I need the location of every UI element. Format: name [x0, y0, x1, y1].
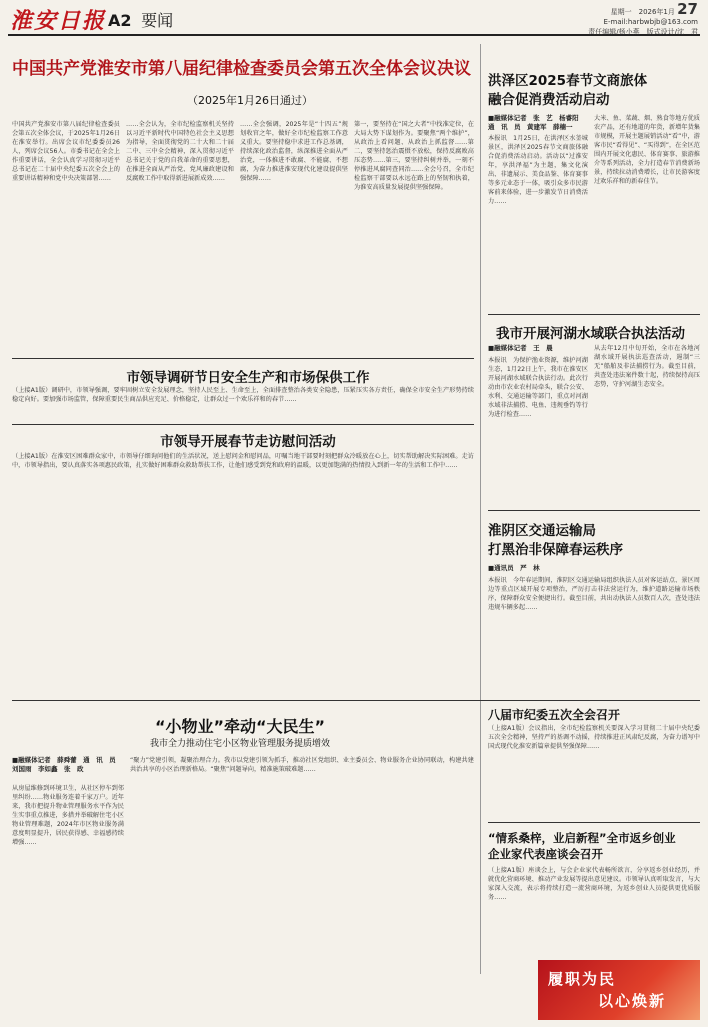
contact-email[interactable]: E-mail:harbwbjb@163.com — [603, 18, 698, 26]
rural-headline[interactable] — [488, 72, 698, 110]
lead-headline[interactable]: 中国共产党淮安市第八届纪律检查委员会第五次全体会议决议 — [12, 59, 471, 79]
section-rule — [488, 822, 700, 823]
congress-body: （上接A1版）会议指出，全市纪检监察机关要深入学习贯彻二十届中央纪委五次全会精神，坚持严的基调不动摇，持续推进正风肃纪反腐，为奋力谱写中国式现代化淮安新篇章提供坚强保障…… — [488, 725, 700, 750]
safety-headline[interactable]: 市领导调研节日安全生产和市场保供工作 — [126, 370, 370, 386]
river-body-1: 本报讯 为保护渔业资源，维护河湖生态，1月22日上午，我市在淮安区开展河湖水域联合执法行动。此次行动由市农业农村局牵头，联合公安、水利、交通运输等部门，重点对河湖水域非法捕捞、电鱼、违规垂钓等行为进行检查…… — [488, 357, 588, 418]
business-headline-line1: “情系桑梓，业启新程”全市返乡创业 — [488, 831, 676, 845]
community-byline: ■融媒体记者 薛舜蕾 通 讯 员 刘国雨 李如鑫 张 政 — [12, 756, 123, 773]
lead-column-4: 第一，要坚持在“国之大者”中找准定位，在大局大势下谋划作为。要聚焦“两个维护”，从政治上看问题、从政治上抓监督……第二，要坚持惩治震慑不放松，保持反腐败高压态势……第三，要坚持纠树并举，一刻不停推进风腐同查同治……全会号召，全市纪检监察干部要以永远在路上的坚韧和执着，为淮安高质量发展提供坚强保障。 — [354, 121, 474, 191]
river-headline[interactable]: 我市开展河湖水域联合执法活动 — [496, 326, 685, 342]
campaign-banner[interactable] — [538, 960, 700, 1020]
section-rule — [12, 424, 474, 425]
business-headline[interactable] — [488, 830, 700, 862]
editor-credits: 责任编辑/杨小燕 版式设计/沈 君 — [588, 28, 698, 36]
transit-headline-line2: 打黑治非保障春运秩序 — [488, 542, 623, 558]
newspaper-logo[interactable]: 淮安日报 — [10, 8, 107, 34]
section-rule — [12, 358, 474, 359]
masthead — [8, 2, 700, 36]
transit-headline-line1: 淮阴区交通运输局 — [488, 523, 596, 539]
section-rule — [488, 314, 700, 315]
business-headline-line2: 企业家代表座谈会召开 — [488, 847, 603, 861]
section-name: 要闻 — [141, 11, 174, 30]
lead-column-3: ……全会强调，2025年是“十四五”规划收官之年，做好全市纪检监察工作意义重大。要坚持稳中求进工作总基调，持续深化政治监督，纵深推进全面从严治党，一体推进不敢腐、不能腐、不想腐，为奋力推进淮安现代化建设提供坚强保障…… — [240, 121, 348, 182]
river-body-2: 从去年12月中旬开始，全市在各地河湖水域开展执法巡查活动，遏制“三无”船舶及非法捕捞行为。截至目前，共查处违法案件数十起，持续保持高压态势，守护河湖生态安全。 — [594, 345, 700, 388]
community-body-2: “聚力”党建引领，凝聚治理合力。我市以党建引领为抓手，推动社区党组织、业主委员会、物业服务企业协同联动，构建共建共治共享的小区治理新格局。“聚焦”问题导向，精准施策破难题…… — [130, 757, 474, 773]
festival-headline[interactable]: 市领导开展春节走访慰问活动 — [160, 434, 336, 450]
rural-headline-line2: 融合促消费活动启动 — [488, 92, 610, 108]
issue-date: 星期一 2026年1月 — [610, 8, 675, 16]
rural-headline-line1: 洪泽区2025春节文商旅体 — [488, 73, 648, 89]
section-rule — [488, 510, 700, 511]
banner-line2: 以心焕新 — [598, 992, 667, 1010]
community-subtitle: 我市全力推动住宅小区物业管理服务提质增效 — [149, 739, 330, 749]
column-divider — [480, 44, 481, 974]
lead-column-2: ……全会认为，全市纪检监察机关坚持以习近平新时代中国特色社会主义思想为指导，全面贯彻党的二十大和二十届二中、三中全会精神，深入贯彻习近平总书记关于党的自我革命的重要思想，在推进全面从严治党、党风廉政建设和反腐败工作中取得新进展新成效…… — [126, 121, 234, 182]
page-code: A2 — [108, 11, 132, 30]
page-edition — [108, 8, 173, 31]
lead-column-1: 中国共产党淮安市第八届纪律检查委员会第五次全体会议，于2025年1月26日在淮安举行。出席会议市纪委委员26人，列席会议56人。市委书记在全会上作重要讲话，全会认真学习贯彻习近平总书记在二十届中央纪委五次全会上的重要讲话精神和党中央决策部署…… — [12, 121, 120, 182]
community-body-1: 从房屋维修到环境卫生，从社区停车到邻里纠纷……物业服务连着千家万户。近年来，我市把提升物业管理服务水平作为民生实事重点推进，多措并举破解住宅小区物业管理难题，2024年市区物业服务满意度明显提升，居民获得感、幸福感持续增强…… — [12, 785, 124, 846]
rural-body-2: 大米、鱼、菜蔬、烟、熟食等地方优质农产品，还有地道的年货，新增年货集市规模，开展主题展销活动“看”中，游客市民“看得见”、“买得到”，在全区范围内开展文化惠民、体育赛事、旅游推介等系列活动，全力打造春节消费新场景，持续拉动消费增长，让市民游客度过欢乐祥和的新春佳节。 — [594, 115, 700, 185]
festival-body: （上接A1版）在淮安区困难群众家中，市领导仔细询问他们的生活状况，送上慰问金和慰问品，叮嘱当地干部要时刻把群众冷暖放在心上，切实帮助解决实际困难。走访中，市领导指出，要认真落实各项惠民政策，扎实做好困难群众救助帮扶工作，让他们感受到党和政府的温暖，以更加饱满的热情投入到新一年的生活和工作中…… — [12, 453, 474, 469]
congress-headline[interactable]: 八届市纪委五次全会召开 — [488, 708, 621, 722]
business-body: （上接A1版）座谈会上，与会企业家代表畅所欲言，分享返乡创业经历，并就优化营商环境、推动产业发展等提出意见建议。市领导认真听取发言，与大家深入交流，表示将持续打造一流营商环境，为返乡创业人员提供更优质服务…… — [488, 867, 700, 901]
safety-body: （上接A1版）调研中，市领导强调，要牢固树立安全发展理念，坚持人民至上、生命至上，全面排查整治各类安全隐患，压紧压实各方责任，确保全市安全生产形势持续稳定向好。要加强市场监管，保障重要民生商品供应充足、价格稳定，让群众过一个欢乐祥和的春节…… — [12, 387, 474, 403]
transit-body: 本报讯 今年春运期间，淮阴区交通运输局组织执法人员对客运站点、景区周边等重点区域开展专项整治，严厉打击非法营运行为，维护道路运输市场秩序，保障群众安全便捷出行。截至目前，共出动执法人员数百人次，查处违法违规车辆多起…… — [488, 577, 700, 611]
page-number: 27 — [677, 0, 698, 18]
community-headline[interactable]: “小物业”牵动“大民生” — [154, 717, 326, 736]
transit-byline: ■通讯员 严 林 — [488, 564, 540, 572]
dateline — [588, 0, 698, 37]
rural-body-1: 本报讯 1月25日，在洪泽区水釜城景区，洪泽区2025春节文商旅体融合促消费活动启动。活动以“过淮安年，享洪泽福”为主题，集文化演出、非遗展示、美食品鉴、体育赛事等多元业态于一体，吸引众多市民游客前来体验，进一步激发节日消费活力…… — [488, 135, 588, 205]
section-rule — [12, 700, 700, 701]
river-byline: ■融媒体记者 王 晨 — [488, 344, 553, 352]
banner-line1: 履职为民 — [548, 970, 617, 988]
rural-byline: ■融媒体记者 张 艺 杨睿阳 通 讯 员 黄建军 薛楠一 — [488, 114, 586, 131]
transit-headline[interactable] — [488, 522, 700, 560]
lead-subtitle: （2025年1月26日通过） — [187, 94, 313, 107]
